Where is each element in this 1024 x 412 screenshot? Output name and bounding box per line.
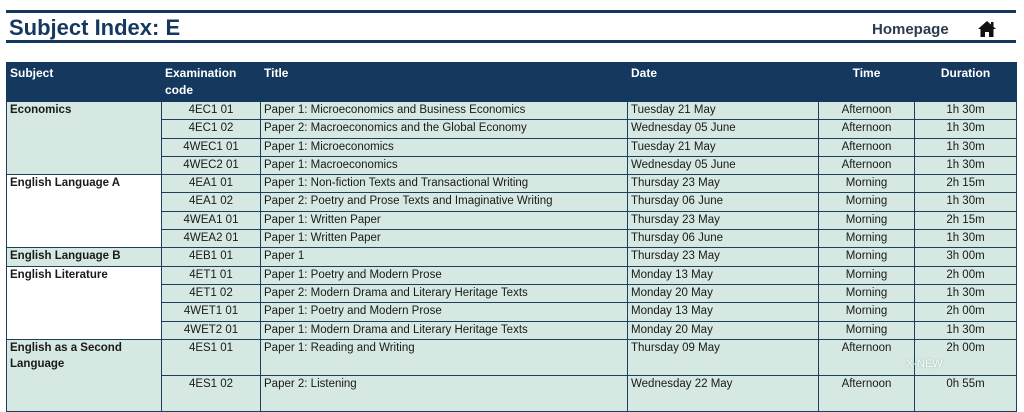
paper-title-cell: Paper 2: Poetry and Prose Texts and Imaginative Writing <box>261 193 628 211</box>
exam-duration-cell: 1h 30m <box>915 138 1017 156</box>
exam-date-cell: Monday 20 May <box>628 284 819 302</box>
exam-date-cell: Monday 20 May <box>628 321 819 339</box>
page-title: Subject Index: E <box>9 15 181 40</box>
exam-code-cell: 4ES1 02 <box>162 375 261 411</box>
exam-code-cell: 4ES1 01 <box>162 339 261 375</box>
exam-code-cell: 4EB1 01 <box>162 248 261 266</box>
exam-time-cell: Morning <box>819 321 915 339</box>
table-row <box>7 102 1017 120</box>
column-header-time: Time <box>819 63 915 102</box>
table-header-row <box>7 63 1017 102</box>
table-row <box>7 175 1017 193</box>
exam-duration-cell: 2h 00m <box>915 303 1017 321</box>
paper-title-cell: Paper 1: Poetry and Modern Prose <box>261 266 628 284</box>
exam-date-cell: Thursday 23 May <box>628 248 819 266</box>
exam-time-cell: Afternoon <box>819 375 915 411</box>
title-bar <box>6 10 1016 43</box>
exam-duration-cell: 1h 30m <box>915 102 1017 120</box>
exam-time-cell: Morning <box>819 193 915 211</box>
exam-date-cell: Wednesday 05 June <box>628 120 819 138</box>
exam-code-cell: 4WEC1 01 <box>162 138 261 156</box>
paper-title-cell: Paper 2: Macroeconomics and the Global Economy <box>261 120 628 138</box>
exam-date-cell: Thursday 06 June <box>628 193 819 211</box>
exam-duration-cell: 2h 00m <box>915 266 1017 284</box>
exam-duration-cell: 3h 00m <box>915 248 1017 266</box>
exam-time-cell: Morning <box>819 266 915 284</box>
exam-date-cell: Wednesday 22 May <box>628 375 819 411</box>
paper-title-cell: Paper 1: Microeconomics and Business Economics <box>261 102 628 120</box>
exam-duration-cell: 1h 30m <box>915 120 1017 138</box>
column-header-subject: Subject <box>7 63 162 102</box>
exam-date-cell: Thursday 23 May <box>628 175 819 193</box>
paper-title-cell: Paper 2: Modern Drama and Literary Heritage Texts <box>261 284 628 302</box>
table-row <box>7 266 1017 284</box>
subject-cell: English Literature <box>7 266 162 339</box>
column-header-duration: Duration <box>915 63 1017 102</box>
exam-time-cell: Morning <box>819 211 915 229</box>
exam-code-cell: 4WEA1 01 <box>162 211 261 229</box>
paper-title-cell: Paper 1: Microeconomics <box>261 138 628 156</box>
exam-date-cell: Monday 13 May <box>628 266 819 284</box>
exam-duration-cell: 1h 30m <box>915 230 1017 248</box>
exam-date-cell: Monday 13 May <box>628 303 819 321</box>
home-icon[interactable] <box>977 20 997 38</box>
exam-duration-cell: 2h 15m <box>915 211 1017 229</box>
exam-time-cell: Afternoon <box>819 102 915 120</box>
exam-code-cell: 4EC1 02 <box>162 120 261 138</box>
table-body <box>7 102 1017 412</box>
exam-time-cell: Afternoon <box>819 138 915 156</box>
homepage-link[interactable]: Homepage <box>872 21 949 38</box>
exam-date-cell: Thursday 09 May <box>628 339 819 375</box>
paper-title-cell: Paper 1 <box>261 248 628 266</box>
exam-date-cell: Wednesday 05 June <box>628 156 819 174</box>
column-header-title: Title <box>261 63 628 102</box>
subject-index-table <box>6 62 1017 412</box>
paper-title-cell: Paper 1: Reading and Writing <box>261 339 628 375</box>
column-header-exam-code: Examination code <box>162 63 261 102</box>
exam-time-cell: Morning <box>819 248 915 266</box>
exam-code-cell: 4WEC2 01 <box>162 156 261 174</box>
exam-code-cell: 4WEA2 01 <box>162 230 261 248</box>
column-header-date: Date <box>628 63 819 102</box>
subject-cell: English Language B <box>7 248 162 266</box>
paper-title-cell: Paper 1: Macroeconomics <box>261 156 628 174</box>
subject-cell: Economics <box>7 102 162 175</box>
exam-code-cell: 4ET1 01 <box>162 266 261 284</box>
table-row <box>7 339 1017 375</box>
exam-date-cell: Thursday 23 May <box>628 211 819 229</box>
exam-time-cell: Morning <box>819 284 915 302</box>
exam-code-cell: 4WET2 01 <box>162 321 261 339</box>
paper-title-cell: Paper 2: Listening <box>261 375 628 411</box>
exam-time-cell: Morning <box>819 175 915 193</box>
table-row <box>7 248 1017 266</box>
exam-time-cell: Morning <box>819 230 915 248</box>
exam-time-cell: Afternoon <box>819 120 915 138</box>
exam-time-cell: Afternoon <box>819 156 915 174</box>
exam-code-cell: 4EC1 01 <box>162 102 261 120</box>
exam-duration-cell: 0h 55m <box>915 375 1017 411</box>
exam-date-cell: Tuesday 21 May <box>628 138 819 156</box>
watermark: X-NEW <box>906 358 943 370</box>
subject-cell: English Language A <box>7 175 162 248</box>
exam-duration-cell: 2h 15m <box>915 175 1017 193</box>
paper-title-cell: Paper 1: Written Paper <box>261 211 628 229</box>
subject-cell: English as a Second Language <box>7 339 162 411</box>
exam-code-cell: 4EA1 01 <box>162 175 261 193</box>
exam-code-cell: 4WET1 01 <box>162 303 261 321</box>
paper-title-cell: Paper 1: Poetry and Modern Prose <box>261 303 628 321</box>
exam-time-cell: Afternoon <box>819 339 915 375</box>
exam-duration-cell: 1h 30m <box>915 193 1017 211</box>
exam-duration-cell: 1h 30m <box>915 156 1017 174</box>
exam-date-cell: Tuesday 21 May <box>628 102 819 120</box>
exam-duration-cell: 1h 30m <box>915 321 1017 339</box>
exam-date-cell: Thursday 06 June <box>628 230 819 248</box>
exam-code-cell: 4ET1 02 <box>162 284 261 302</box>
paper-title-cell: Paper 1: Modern Drama and Literary Heritage Texts <box>261 321 628 339</box>
exam-duration-cell: 1h 30m <box>915 284 1017 302</box>
paper-title-cell: Paper 1: Written Paper <box>261 230 628 248</box>
exam-time-cell: Morning <box>819 303 915 321</box>
exam-code-cell: 4EA1 02 <box>162 193 261 211</box>
paper-title-cell: Paper 1: Non-fiction Texts and Transactional Writing <box>261 175 628 193</box>
exam-duration-cell: 2h 00m <box>915 339 1017 375</box>
